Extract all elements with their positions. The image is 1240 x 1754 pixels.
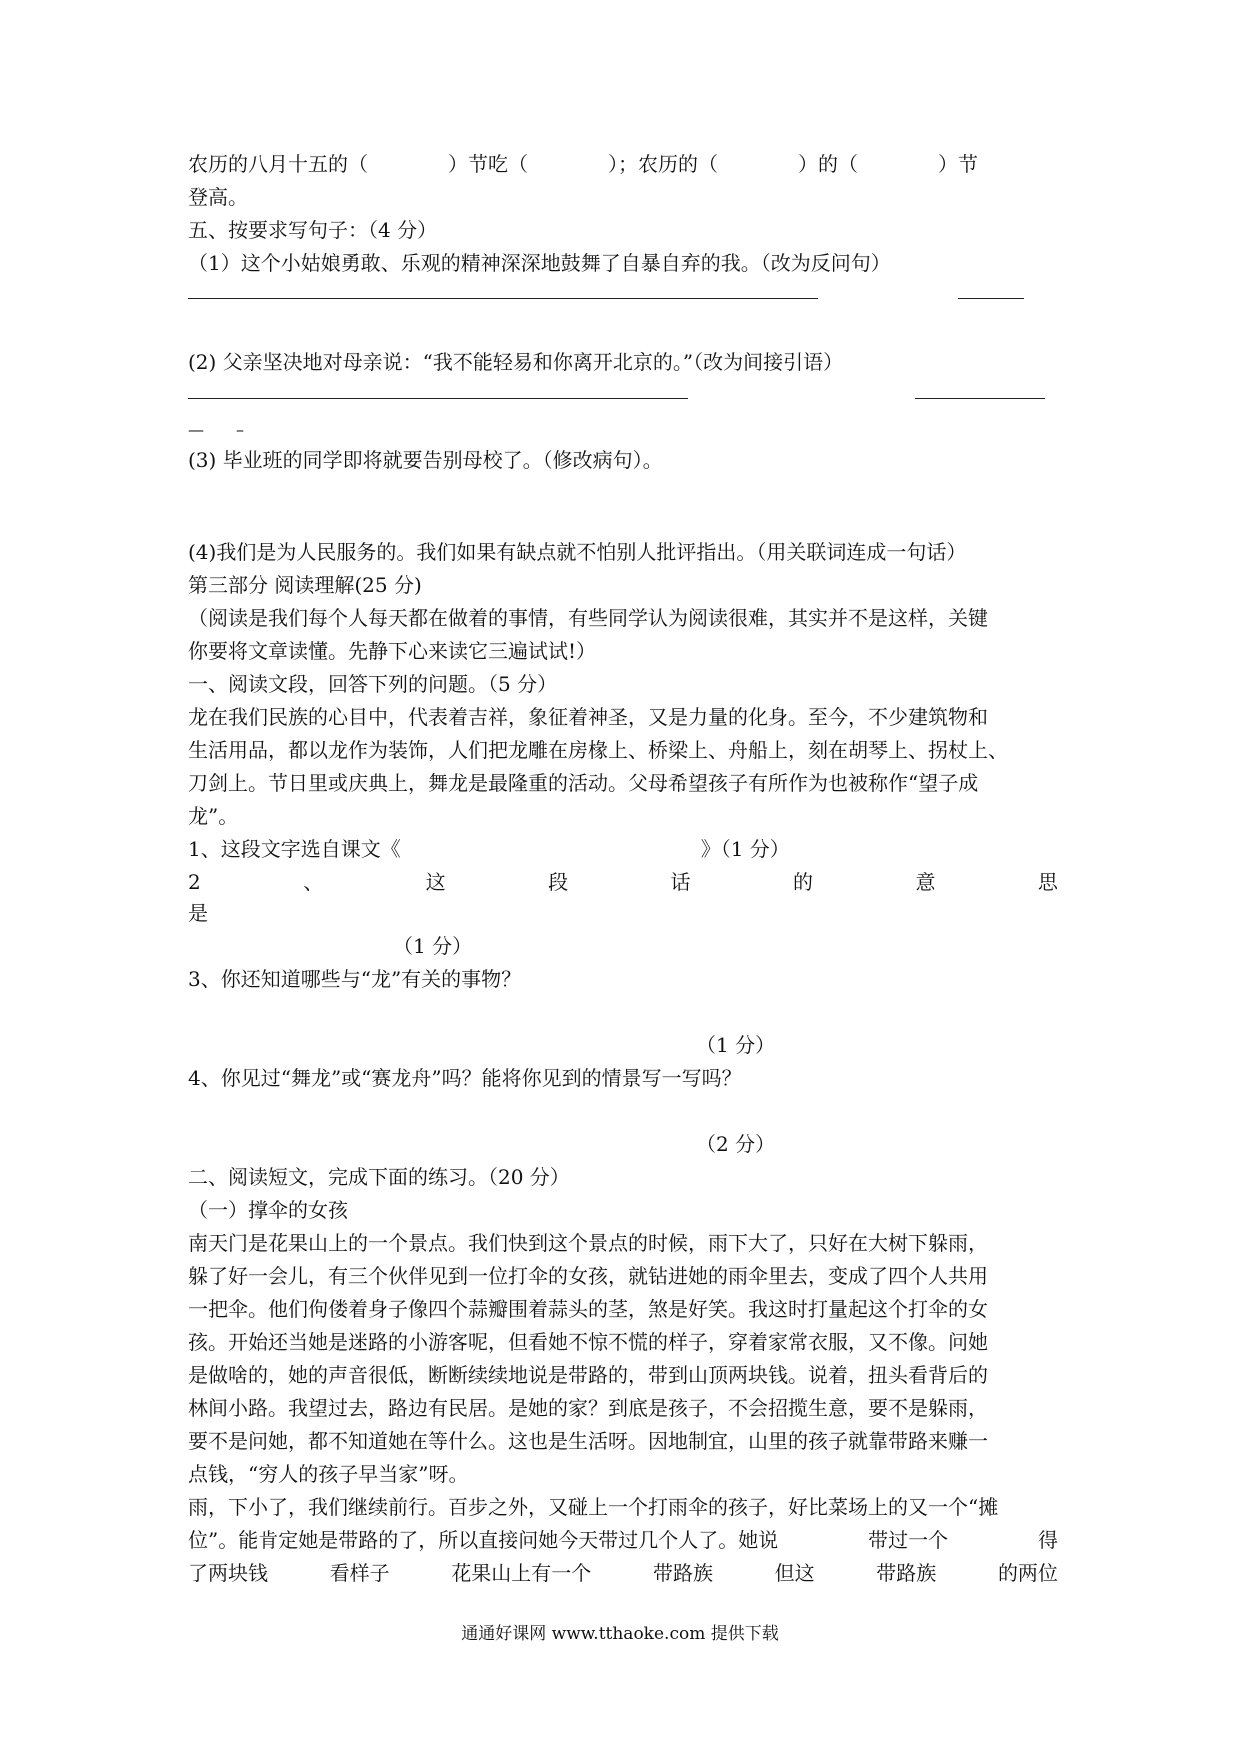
- q2-char: 段: [548, 870, 569, 894]
- reading-intro-1: （阅读是我们每个人每天都在做着的事情，有些同学认为阅读很难，其实并不是这样，关键: [188, 606, 988, 630]
- q2-char: 的: [793, 870, 813, 894]
- passage-line-2: 生活用品，都以龙作为装饰，人们把龙雕在房椽上、桥梁上、舟船上，刻在胡琴上、拐杖上、: [188, 738, 1008, 762]
- answer-blank-1b: [958, 298, 1024, 299]
- text-line-1: 农历的八月十五的（ ）节吃（ ）；农历的（ ）的（ ）节: [188, 152, 978, 176]
- passage-line-3: 刀剑上。节日里或庆典上，舞龙是最隆重的活动。父母希望孩子有所作为也被称作“望子成: [188, 771, 979, 795]
- text-line-2: 登高。: [188, 185, 248, 209]
- story-fragment: 了两块钱: [188, 1561, 268, 1585]
- q2-char: 、: [303, 870, 324, 894]
- story-fragment: 看样子: [329, 1561, 390, 1585]
- reading-intro-2: 你要将文章读懂。先静下心来读它三遍试试!）: [188, 639, 597, 663]
- story-fragment: 的两位: [997, 1561, 1058, 1585]
- passage-line-4: 龙”。: [188, 804, 239, 828]
- story-line-11: [188, 1559, 1058, 1587]
- section-heading-reading-2: 二、阅读短文，完成下面的练习。（20 分）: [188, 1165, 570, 1189]
- q2-char: 思: [1037, 870, 1058, 894]
- story-line-8: 点钱，“穷人的孩子早当家”呀。: [188, 1462, 469, 1486]
- story-title: （一）撑伞的女孩: [188, 1198, 348, 1222]
- story-line-7: 要不是问她，都不知道她在等什么。这也是生活呀。因地制宜，山里的孩子就靠带路来赚一: [188, 1429, 988, 1453]
- part-three-heading: 第三部分 阅读理解(25 分): [188, 573, 422, 597]
- story-fragment: 带过一个: [868, 1528, 949, 1552]
- story-line-10: [188, 1526, 1058, 1554]
- section-heading-reading-1: 一、阅读文段，回答下列的问题。（5 分）: [188, 672, 558, 696]
- answer-blank-2b: [915, 398, 1045, 399]
- story-line-3: 一把伞。他们佝偻着身子像四个蒜瓣围着蒜头的茎，煞是好笑。我这时打量起这个打伞的女: [188, 1297, 988, 1321]
- q2-char: 话: [670, 870, 691, 894]
- story-fragment: 带路族: [876, 1561, 937, 1585]
- score-label: （1 分）: [393, 934, 473, 958]
- question-3: (3) 毕业班的同学即将就要告别母校了。（修改病句）。: [188, 448, 663, 472]
- story-line-6: 林间小路。我望过去，路边有民居。是她的家？到底是孩子，不会招揽生意，要不是躲雨，: [188, 1396, 988, 1420]
- passage-line-1: 龙在我们民族的心目中，代表着吉祥，象征着神圣，又是力量的化身。至今，不少建筑物和: [188, 705, 988, 729]
- reading-question-4: 4、你见过“舞龙”或“赛龙舟”吗？能将你见到的情景写一写吗？: [188, 1066, 742, 1090]
- story-line-1: 南天门是花果山上的一个景点。我们快到这个景点的时候，雨下大了，只好在大树下躲雨，: [188, 1231, 988, 1255]
- stray-marks: — –: [188, 420, 245, 439]
- section-heading-5: 五、按要求写句子：（4 分）: [188, 218, 438, 242]
- story-fragment: 带路族: [652, 1561, 713, 1585]
- reading-question-2: [188, 868, 1058, 896]
- answer-blank-2a: [188, 398, 688, 399]
- score-label: （2 分）: [696, 1132, 776, 1156]
- story-fragment: 但这: [774, 1561, 815, 1585]
- q2-char: 意: [915, 870, 936, 894]
- question-2: (2) 父亲坚决地对母亲说：“我不能轻易和你离开北京的。”（改为间接引语）: [188, 350, 844, 374]
- story-line-5: 是做啥的，她的声音很低，断断续续地说是带路的，带到山顶两块钱。说着，扭头看背后的: [188, 1363, 988, 1387]
- page-footer: 通通好课网 www.tthaoke.com 提供下载: [461, 1624, 779, 1644]
- reading-question-1: 1、这段文字选自课文《 》（1 分）: [188, 837, 790, 861]
- story-fragment: 得: [1037, 1528, 1058, 1552]
- reading-question-3: 3、你还知道哪些与“龙”有关的事物？: [188, 967, 522, 991]
- story-fragment: 花果山上有一个: [451, 1561, 592, 1585]
- story-line-9: 雨，下小了，我们继续前行。百步之外，又碰上一个打雨伞的孩子，好比菜场上的又一个“摊: [188, 1495, 999, 1519]
- story-line-2: 躲了好一会儿，有三个伙伴见到一位打伞的女孩，就钻进她的雨伞里去，变成了四个人共用: [188, 1264, 988, 1288]
- answer-blank-1a: [188, 298, 818, 299]
- score-label: （1 分）: [696, 1033, 776, 1057]
- story-line-4: 孩。开始还当她是迷路的小游客呢，但看她不惊不慌的样子，穿着家常衣服，又不像。问她: [188, 1330, 988, 1354]
- question-4: (4)我们是为人民服务的。我们如果有缺点就不怕别人批评指出。（用关联词连成一句话）: [188, 540, 967, 564]
- story-fragment: 位”。能肯定她是带路的了，所以直接问她今天带过几个人了。她说: [188, 1528, 779, 1552]
- q2-char: 这: [425, 870, 446, 894]
- q2-char: 2: [188, 870, 201, 894]
- question-1: （1）这个小姑娘勇敢、乐观的精神深深地鼓舞了自暴自弃的我。（改为反问句）: [188, 251, 891, 275]
- reading-question-2-cont: 是: [188, 901, 208, 925]
